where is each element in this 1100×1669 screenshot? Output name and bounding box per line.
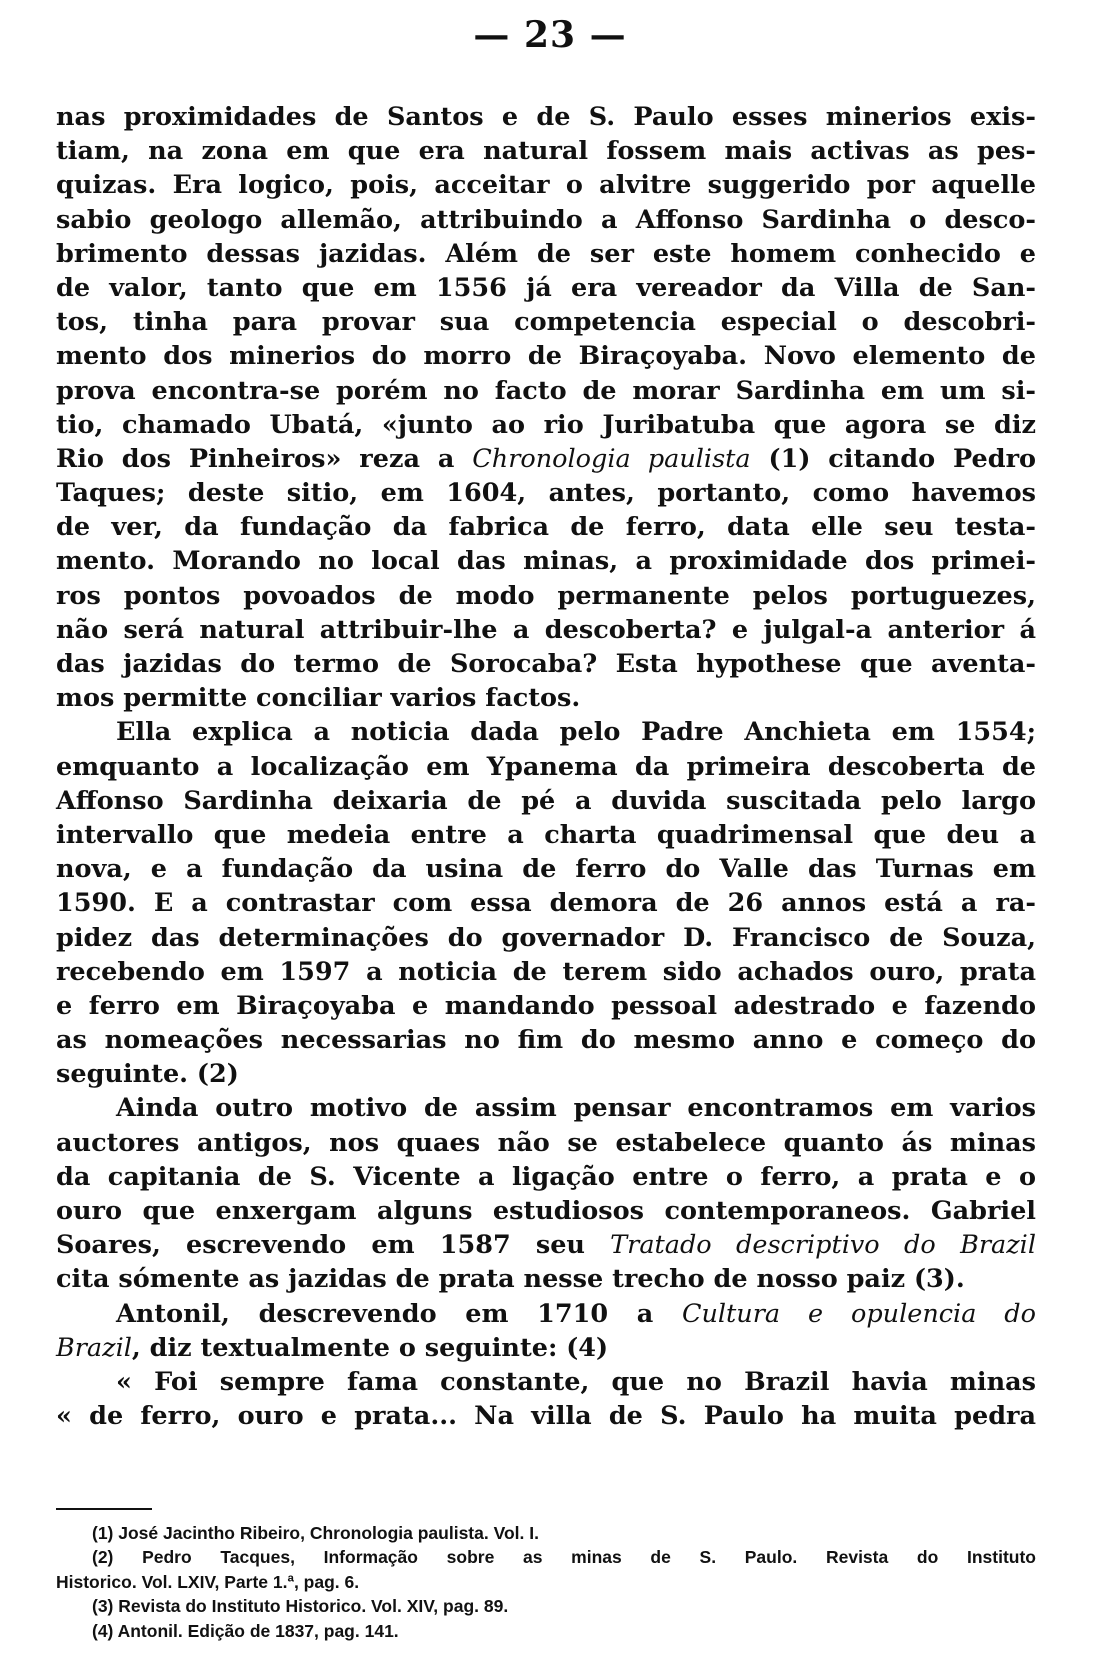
- text-line: auctores antigos, nos quaes não se estabelece quanto ás minas: [56, 1127, 1036, 1158]
- text-line: mento. Morando no local das minas, a proximidade dos primei-: [56, 546, 1036, 577]
- text-line: [56, 442, 1036, 476]
- text-line: mento dos minerios do morro de Biraçoyaba. Novo elemento de: [56, 341, 1036, 372]
- text-span: Rio dos Pinheiros» reza a: [56, 443, 473, 474]
- text-line: Affonso Sardinha deixaria de pé a duvida suscitada pelo largo: [56, 785, 1036, 816]
- footnote-4: (4) Antonil. Edição de 1837, pag. 141.: [92, 1620, 399, 1641]
- text-line: tio, chamado Ubatá, «junto ao rio Juribatuba que agora se diz: [56, 409, 1036, 440]
- footnote-2-continued: Historico. Vol. LXIV, Parte 1.ª, pag. 6.: [56, 1571, 360, 1592]
- quote-line: « de ferro, ouro e prata... Na villa de S. Paulo ha muita pedra: [56, 1401, 1036, 1432]
- text-line: de valor, tanto que em 1556 já era vereador da Villa de San-: [56, 272, 1036, 303]
- book-title-brazil: Brazil: [56, 1332, 132, 1363]
- footnote-1: (1) José Jacintho Ribeiro, Chronologia paulista. Vol. I.: [92, 1523, 539, 1543]
- text-line: das jazidas do termo de Sorocaba? Esta hypothese que aventa-: [56, 649, 1036, 679]
- text-line: [56, 1331, 1036, 1365]
- text-line: seguinte. (2): [56, 1059, 239, 1090]
- text-line: ros pontos povoados de modo permanente pelos portuguezes,: [56, 580, 1036, 611]
- text-line: [56, 1297, 1036, 1331]
- book-title-cultura: Cultura e opulencia do: [681, 1298, 1036, 1329]
- text-line: emquanto a localização em Ypanema da primeira descoberta de: [56, 751, 1036, 782]
- text-line: Ainda outro motivo de assim pensar encontramos em varios: [116, 1093, 1036, 1124]
- text-line: Ella explica a noticia dada pelo Padre Anchieta em 1554;: [116, 717, 1036, 748]
- text-line: 1590. E a contrastar com essa demora de 26 annos está a ra-: [56, 888, 1036, 919]
- text-line: de ver, da fundação da fabrica de ferro, data elle seu testa-: [56, 512, 1036, 543]
- footnote-3: (3) Revista do Instituto Historico. Vol. XIV, pag. 89.: [92, 1596, 509, 1617]
- text-line: tos, tinha para provar sua competencia especial o descobri-: [56, 307, 1036, 338]
- text-line: ouro que enxergam alguns estudiosos contemporaneos. Gabriel: [56, 1196, 1036, 1226]
- text-span: , diz textualmente o seguinte: (4): [131, 1332, 609, 1363]
- text-line: tiam, na zona em que era natural fossem mais activas as pes-: [56, 136, 1036, 167]
- footnote-rule: [56, 1508, 152, 1510]
- quote-line: « Foi sempre fama constante, que no Brazil havia minas: [116, 1366, 1036, 1397]
- page-number: — 23 —: [473, 14, 627, 56]
- text-line: recebendo em 1597 a noticia de terem sido achados ouro, prata: [56, 956, 1036, 987]
- text-span: Soares, escrevendo em 1587 seu: [56, 1230, 611, 1261]
- text-line: prova encontra-se porém no facto de morar Sardinha em um si-: [56, 375, 1036, 406]
- book-title-tratado: Tratado descriptivo do Brazil: [610, 1230, 1036, 1261]
- text-span: (1) citando Pedro: [750, 443, 1037, 474]
- text-line: sabio geologo allemão, attribuindo a Affonso Sardinha o desco-: [56, 204, 1036, 235]
- text-line: não será natural attribuir-lhe a descoberta? e julgal-a anterior á: [56, 614, 1036, 645]
- text-line: e ferro em Biraçoyaba e mandando pessoal adestrado e fazendo: [56, 990, 1036, 1021]
- text-line: Taques; deste sitio, em 1604, antes, portanto, como havemos: [56, 478, 1036, 509]
- text-line: mos permitte conciliar varios factos.: [56, 683, 581, 714]
- footnote-2: (2) Pedro Tacques, Informação sobre as minas de S. Paulo. Revista do Instituto: [92, 1547, 1036, 1568]
- text-span: Antonil, descrevendo em 1710 a: [116, 1298, 682, 1329]
- book-title-chronologia: Chronologia paulista: [472, 443, 751, 474]
- text-line: as nomeações necessarias no fim do mesmo anno e começo do: [56, 1025, 1036, 1056]
- footnotes: [56, 1521, 1036, 1643]
- text-line: intervallo que medeia entre a charta quadrimensal que deu a: [56, 819, 1036, 850]
- body-text: [56, 100, 1036, 1433]
- text-line: brimento dessas jazidas. Além de ser este homem conhecido e: [56, 238, 1036, 269]
- text-line: [56, 1228, 1036, 1262]
- text-line: cita sómente as jazidas de prata nesse trecho de nosso paiz (3).: [56, 1264, 965, 1295]
- text-line: pidez das determinações do governador D. Francisco de Souza,: [56, 922, 1036, 953]
- text-line: nova, e a fundação da usina de ferro do Valle das Turnas em: [56, 854, 1036, 885]
- text-line: quizas. Era logico, pois, acceitar o alvitre suggerido por aquelle: [56, 170, 1036, 201]
- text-line: da capitania de S. Vicente a ligação entre o ferro, a prata e o: [56, 1161, 1036, 1192]
- text-line: nas proximidades de Santos e de S. Paulo esses minerios exis-: [56, 102, 1036, 132]
